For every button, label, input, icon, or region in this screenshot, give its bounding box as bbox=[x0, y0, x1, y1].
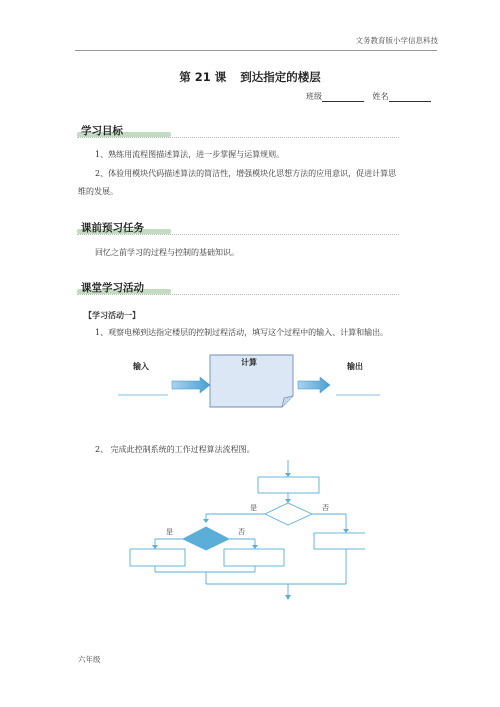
decision1-no-label: 否 bbox=[322, 504, 329, 512]
activity-question-2: 2、 完成此控制系统的工作过程算法流程图。 bbox=[95, 445, 255, 454]
output-label: 输出 bbox=[347, 362, 363, 371]
decision2-yes-label: 是 bbox=[166, 528, 173, 536]
arrow-down-icon bbox=[285, 499, 291, 503]
activity-question-1: 1、观察电梯到达指定楼层的控制过程活动，填写这个过程中的输入、计算和输出。 bbox=[95, 328, 389, 337]
arrow-down-icon bbox=[203, 519, 209, 523]
flow-process-left[interactable] bbox=[130, 549, 185, 566]
section-preview-title: 课前预习任务 bbox=[81, 222, 144, 234]
input-label: 输入 bbox=[133, 362, 149, 371]
publisher-header: 文务教育版小学信息科技 bbox=[355, 36, 438, 45]
grade-footer: 六年级 bbox=[78, 655, 101, 664]
section-preview-line bbox=[77, 234, 399, 235]
decision2-no-label: 否 bbox=[238, 528, 245, 536]
section-goals-line bbox=[77, 137, 399, 138]
student-info-row bbox=[306, 91, 437, 102]
arrow-down-icon bbox=[252, 545, 258, 549]
name-label: 姓名 bbox=[372, 92, 389, 101]
lesson-title bbox=[0, 69, 500, 85]
arrow-down-icon bbox=[285, 595, 291, 600]
compute-label: 计算 bbox=[241, 358, 257, 367]
flow-process-right[interactable] bbox=[314, 533, 365, 549]
flow-process-middle[interactable] bbox=[224, 549, 284, 566]
class-label: 班级 bbox=[306, 92, 322, 101]
flow-decision-2[interactable] bbox=[183, 527, 229, 550]
header-divider bbox=[75, 50, 437, 51]
class-blank[interactable] bbox=[322, 92, 364, 102]
section-preview bbox=[77, 220, 144, 235]
goal-item-2-cont: 维的发展。 bbox=[78, 187, 118, 196]
lesson-name: 到达指定的楼层 bbox=[240, 70, 321, 84]
lesson-number: 第 21 课 bbox=[179, 70, 227, 84]
arrow-down-icon bbox=[152, 545, 158, 549]
decision1-yes-label: 是 bbox=[250, 504, 257, 512]
section-goals-title: 学习目标 bbox=[81, 125, 123, 137]
flow-decision-1[interactable] bbox=[265, 503, 312, 525]
preview-text: 回忆之前学习的过程与控制的基础知识。 bbox=[95, 248, 239, 257]
flowchart-diagram bbox=[125, 460, 365, 606]
section-goals bbox=[77, 123, 123, 138]
flow-input-box[interactable] bbox=[258, 477, 319, 493]
goal-item-1: 1、熟练用流程图描述算法，进一步掌握与运算规则。 bbox=[95, 150, 285, 159]
io-diagram bbox=[100, 352, 400, 414]
arrow-right-icon bbox=[298, 377, 330, 393]
section-activity-title: 课堂学习活动 bbox=[81, 282, 144, 294]
arrow-down-icon bbox=[343, 529, 349, 533]
section-activity bbox=[77, 280, 144, 295]
arrow-down-icon bbox=[285, 473, 291, 477]
section-activity-line bbox=[77, 294, 399, 295]
name-blank[interactable] bbox=[389, 92, 431, 102]
activity-subtitle: 【学习活动一】 bbox=[84, 310, 140, 320]
arrow-right-icon bbox=[172, 377, 210, 393]
goal-item-2: 2、体验用模块代码描述算法的简洁性，增强模块化思想方法的应用意识，促进计算思 bbox=[95, 169, 397, 178]
